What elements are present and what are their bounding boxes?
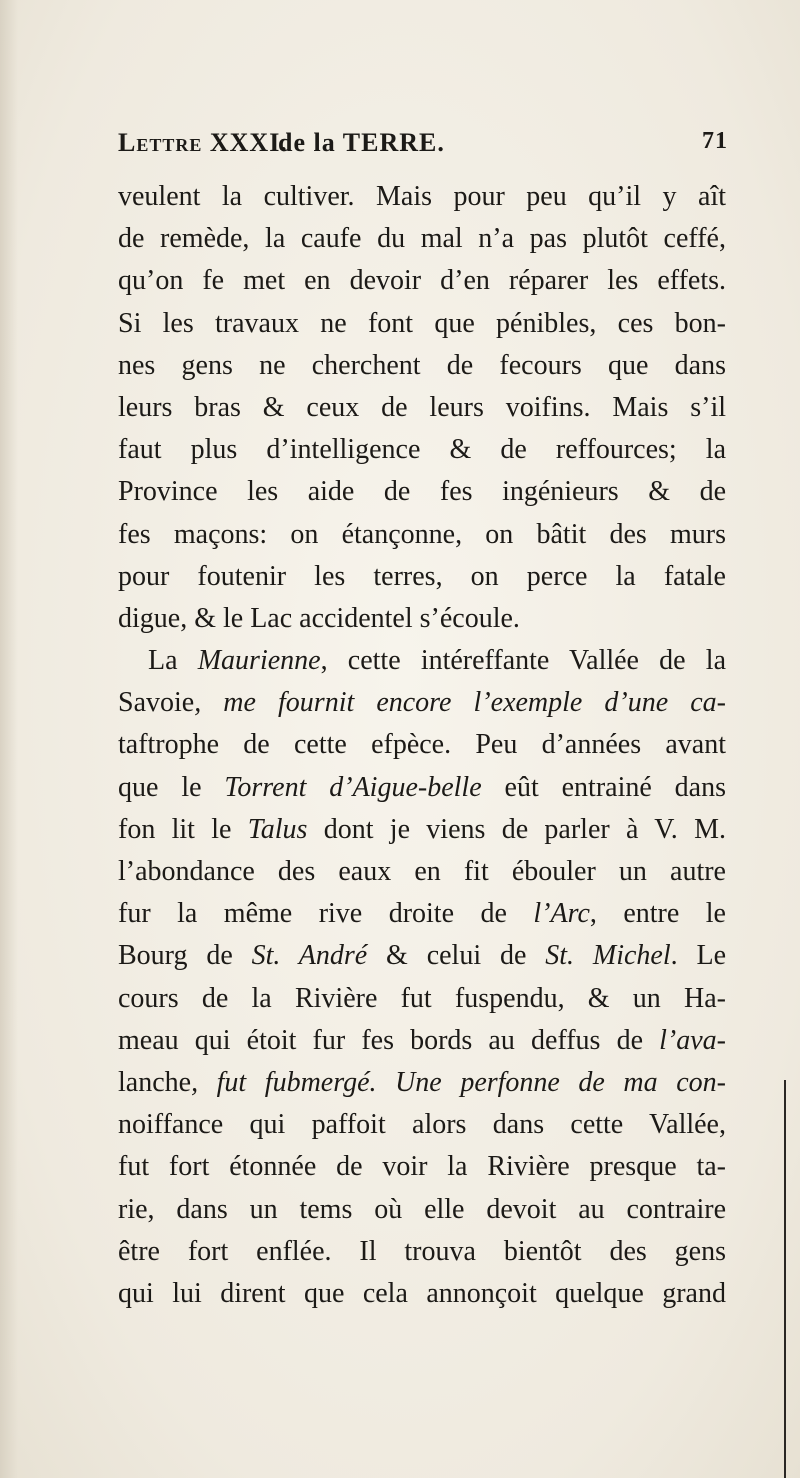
text-segment: fes maçons: on étançonne, on bâtit des murs [118,518,726,550]
text-line [118,260,726,302]
text-line [118,1020,726,1062]
text-segment: l’abondance des eaux en fit ébouler un autre [118,856,726,887]
text-line [118,809,726,851]
text-line [118,724,726,766]
text-segment: pour foutenir les terres, on perce la fatale [118,560,726,592]
page-number: 71 [702,128,728,154]
text-segment: & celui de [367,940,546,972]
text-line [118,218,726,260]
italic-term: , fut fubmergé. Une perfonne de ma con- [191,1066,726,1098]
italic-term: l’ava- [659,1024,726,1056]
text-segment: Province les aide de fes ingénieurs & de [118,476,726,508]
text-line [118,471,726,513]
italic-term: Talus [247,813,308,845]
text-segment: La [148,645,198,677]
text-segment: dont je viens de parler à V. M. [307,813,726,845]
text-line [118,893,726,935]
italic-term: , me fournit encore l’exemple d’une ca- [194,687,726,719]
text-line [118,345,726,387]
text-line [118,767,726,809]
text-segment: fur la même rive droite de [118,898,534,930]
text-segment: eût entrainé dans [481,771,726,803]
running-header [118,128,728,164]
text-segment: rie, dans un tems où elle devoit au contraire [118,1193,726,1225]
text-line [118,978,726,1020]
text-line [118,429,726,471]
text-segment: fon lit le [118,813,248,845]
text-line [118,1273,726,1315]
text-segment: Savoie [118,687,195,719]
text-line [118,514,726,556]
text-segment: , cette intéreffante Vallée de la [320,645,726,677]
text-segment: meau qui étoit fur fes bords au deffus de [118,1024,660,1056]
text-segment: être fort enflée. Il trouva bientôt des gens [118,1235,726,1267]
text-line [118,682,726,724]
text-line [118,1062,726,1104]
text-segment: leurs bras & ceux de leurs voifins. Mais s’il [118,391,726,423]
text-segment: nes gens ne cherchent de fecours que dans [118,349,726,381]
text-segment: cours de la Rivière fut fuspendu, & un Ha- [118,982,726,1014]
text-line [118,640,726,682]
text-segment: , entre le [589,898,726,930]
text-segment: taftrophe de cette efpèce. Peu d’années avant [118,729,726,761]
gutter-shadow [0,0,18,1478]
text-line [118,176,726,218]
italic-term: Torrent d’Aigue-belle [224,771,482,803]
text-line [118,598,726,640]
text-segment: de remède, la caufe du mal n’a pas plutôt ceffé, [118,223,726,255]
text-line [118,851,726,893]
text-line [118,1231,726,1273]
body-text [118,176,726,1315]
text-segment: fut fort étonnée de voir la Rivière presque ta- [118,1151,726,1183]
text-line [118,303,726,345]
text-line [118,935,726,977]
header-title: de la TERRE. [278,128,445,157]
italic-term: St. André [251,940,368,972]
header-letter: Lettre XXXI. [118,128,288,157]
text-segment: noiffance qui paffoit alors dans cette Vallée, [118,1109,726,1141]
text-segment: . Le [670,940,726,972]
text-line [118,387,726,429]
text-segment: lanche [118,1066,192,1098]
text-segment: faut plus d’intelligence & de reffources; la [118,434,726,466]
text-segment: veulent la cultiver. Mais pour peu qu’il y aît [118,181,726,212]
text-segment: Bourg de [118,940,252,972]
text-line [118,1189,726,1231]
page-edge-line [784,1080,786,1478]
italic-term: St. Michel [545,940,671,972]
text-segment: digue, & le Lac accidentel s’écoule. [118,602,520,634]
italic-term: Maurienne [197,645,321,677]
text-segment: que le [118,771,225,803]
text-line [118,556,726,598]
text-segment: qui lui dirent que cela annonçoit quelque grand [118,1277,726,1309]
text-line [118,1104,726,1146]
text-segment: Si les travaux ne font que pénibles, ces bon- [118,307,726,339]
text-segment: qu’on fe met en devoir d’en réparer les effets. [118,265,726,297]
text-line [118,1146,726,1188]
italic-term: l’Arc [533,898,590,930]
